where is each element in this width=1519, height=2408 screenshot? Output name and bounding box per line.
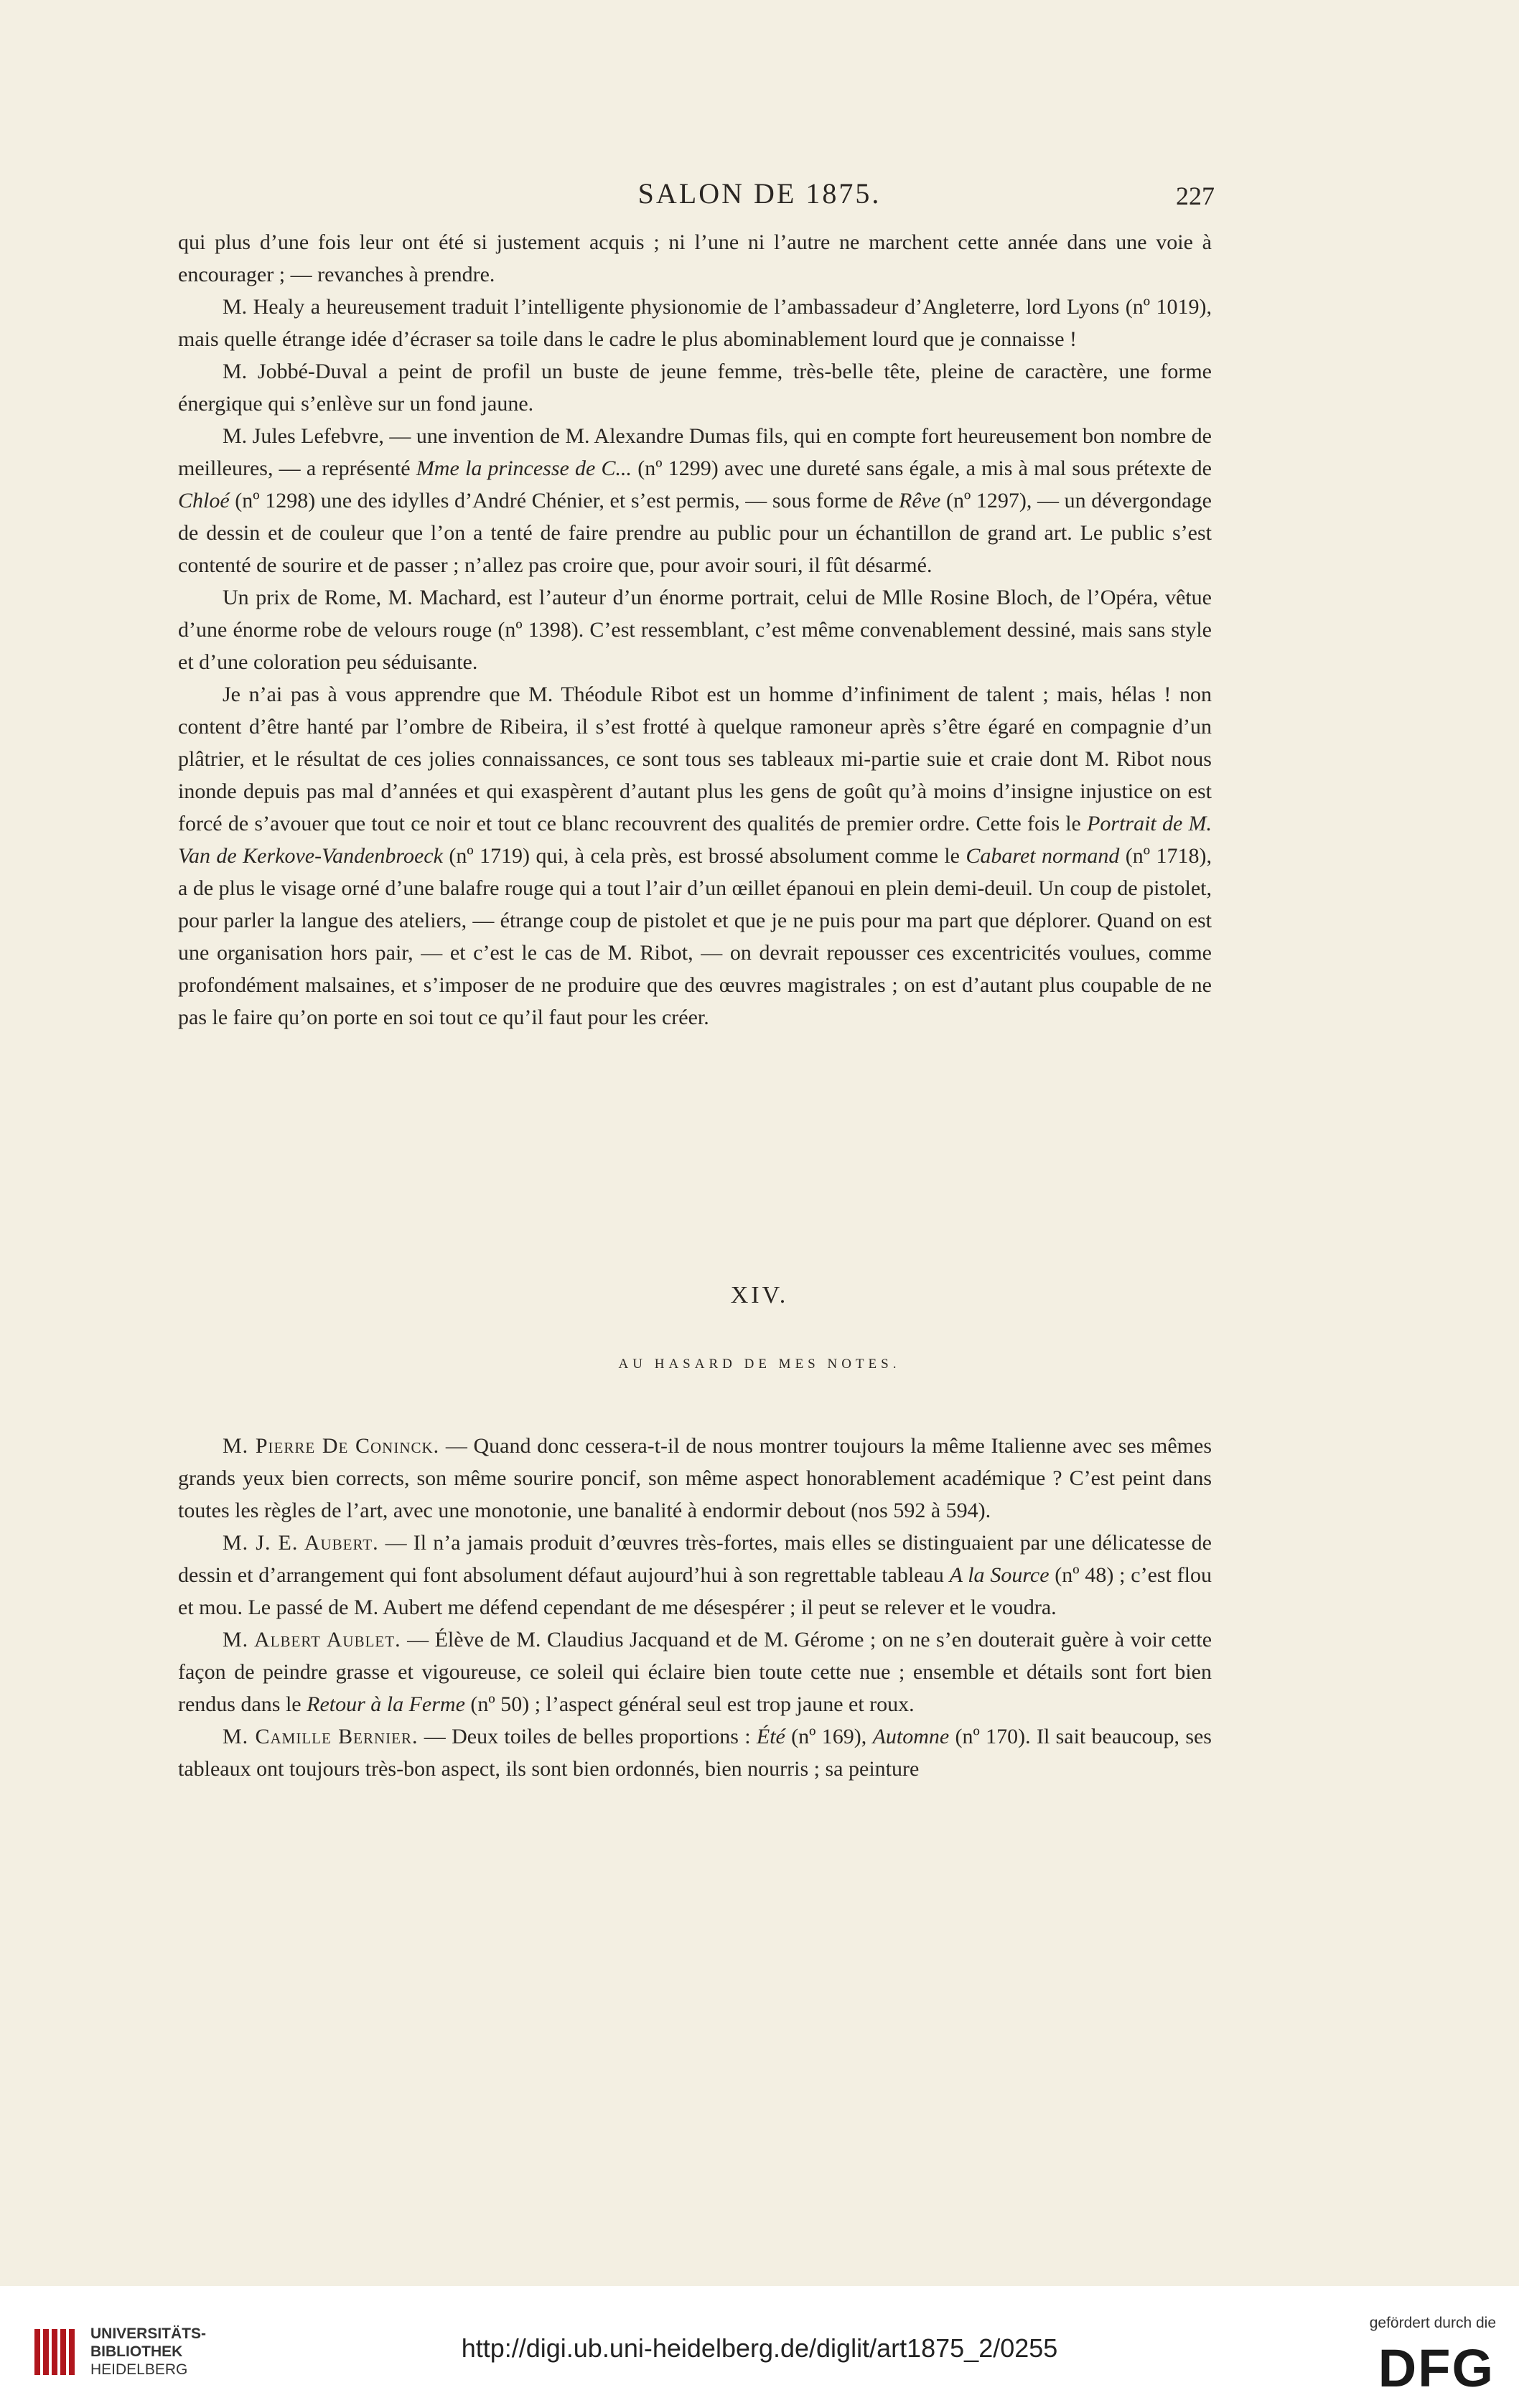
artwork-title: A la Source <box>949 1563 1050 1587</box>
text-run: — Il n’a jamais produit d’œuvres très-fortes, mais elles se distinguaient par une délicatesse de dessin et d’arrangement qui font absolument défaut aujourd’hui à son regrettable tableau <box>178 1531 1212 1587</box>
entry-aubert <box>178 1527 1212 1624</box>
text-run: (nº 1718), a de plus le visage orné d’une balafre rouge qui a tout l’air d’un œillet épanoui en plein demi-deuil. Un coup de pistolet, pour parler la langue des ateliers, — étrange coup de pistolet et que je ne puis pour ma part que déplorer. Quand on est une organisation hors pair, — et c’est le cas de M. Ribot, — on devrait repousser ces excentricités voulues, comme profondément malsaines, et s’imposer de ne produire que des œuvres magistrales ; on est d’autant plus coupable de ne pas le faire qu’on porte en soi tout ce qu’il faut pour les créer. <box>178 844 1212 1029</box>
artwork-title: Cabaret normand <box>966 844 1120 868</box>
artwork-title: Chloé <box>178 489 230 512</box>
text-run: (nº 1299) avec une dureté sans égale, a mis à mal sous prétexte de <box>632 456 1212 480</box>
text-run: (nº 1297), — un dévergondage de dessin et de couleur que l’on a tenté de faire prendre au public pour un échantillon de grand art. Le public s’est contenté de sourire et de passer ; n’allez pas croire que, pour avoir souri, il fût désarmé. <box>178 489 1212 577</box>
text-run: (nº 50) ; l’aspect général seul est trop jaune et roux. <box>464 1692 915 1716</box>
paragraph-healy: M. Healy a heureusement traduit l’intelligente physionomie de l’ambassadeur d’Angleterre, lord Lyons (nº 1019), mais quelle étrange idée d’écraser sa toile dans le cadre le plus abominablement lourd que je connaisse ! <box>178 295 1212 351</box>
text-run: (nº 169), <box>785 1725 873 1748</box>
paragraph-lefebvre <box>178 420 1212 581</box>
text-run: (nº 170). Il sait beaucoup, ses tableaux ont toujours très-bon aspect, ils sont bien ordonnés, bien nourris ; sa peinture <box>178 1725 1212 1781</box>
text-run: — Quand donc cessera-t-il de nous montrer toujours la même Italienne avec ses mêmes grands yeux bien corrects, son même sourire poncif, son même aspect honorablement académique ? C’est peint dans toutes les règles de l’art, avec une monotonie, une banalité à endormir debout (nos 592 à 594). <box>178 1434 1212 1522</box>
body-text-bottom <box>178 1430 1212 1785</box>
text-run: M. Jules Lefebvre, — une invention de M. Alexandre Dumas fils, qui en compte fort heureusement bon nombre de meilleures, — a représenté <box>178 424 1212 480</box>
artwork-title: Rêve <box>899 489 941 512</box>
paragraph-machard: Un prix de Rome, M. Machard, est l’auteur d’un énorme portrait, celui de Mlle Rosine Bloch, de l’Opéra, vêtue d’une énorme robe de velours rouge (nº 1398). C’est ressemblant, c’est même convenablement dessiné, mais sans style et d’une coloration peu séduisante. <box>178 586 1212 674</box>
funding-label: gefördert durch die <box>1369 2315 1496 2331</box>
running-header <box>0 177 1519 220</box>
text-run: (nº 1719) qui, à cela près, est brossé absolument comme le <box>442 844 966 868</box>
artist-name: M. J. E. Aubert. <box>223 1531 379 1555</box>
artist-name: M. Pierre De Coninck. <box>223 1434 440 1458</box>
entry-de-coninck <box>178 1430 1212 1527</box>
artwork-title: Retour à la Ferme <box>307 1692 465 1716</box>
library-name-line: UNIVERSITÄTS- <box>90 2325 207 2342</box>
text-run: (nº 1298) une des idylles d’André Chénier, et s’est permis, — sous forme de <box>229 489 899 512</box>
library-name-line: BIBLIOTHEK <box>90 2343 183 2360</box>
viewer-footer <box>0 2286 1519 2408</box>
artwork-title: Automne <box>872 1725 950 1748</box>
text-run: — Élève de M. Claudius Jacquand et de M. Gérome ; on ne s’en douterait guère à voir cette façon de peindre grasse et vigoureuse, ce soleil qui éclaire bien toute cette nue ; ensemble et détails sont fort bien rendus dans le <box>178 1628 1212 1716</box>
text-run: (nº 48) ; c’est flou et mou. Le passé de M. Aubert me défend cependant de me désespérer ; il peut se relever et le voudra. <box>178 1563 1212 1619</box>
text-run: Je n’ai pas à vous apprendre que M. Théodule Ribot est un homme d’infiniment de talent ; mais, hélas ! non content d’être hanté par l’ombre de Ribeira, il s’est frotté à quelque ramoneur après s’être égaré en compagnie d’un plâtrier, et le résultat de ces jolies connaissances, ce sont tous ses tableaux mi-partie suie et craie dont M. Ribot nous inonde depuis pas mal d’années et qui exaspèrent d’autant plus les gens de goût qu’à moins d’insigne injustice on est forcé de s’avouer que tout ce noir et tout ce blanc recouvrent des qualités de premier ordre. Cette fois le <box>178 683 1212 835</box>
section-number: XIV. <box>730 1282 789 1308</box>
paragraph-continuation: qui plus d’une fois leur ont été si justement acquis ; ni l’une ni l’autre ne marchent cette année dans une voie à encourager ; — revanches à prendre. <box>178 230 1212 286</box>
entry-bernier <box>178 1720 1212 1785</box>
paragraph-jobbe-duval: M. Jobbé-Duval a peint de profil un buste de jeune femme, très-belle tête, pleine de caractère, une forme énergique qui s’enlève sur un fond jaune. <box>178 360 1212 416</box>
artist-name: M. Albert Aublet. <box>223 1628 401 1652</box>
artwork-title: Été <box>756 1725 785 1748</box>
artwork-title: Portrait de M. Van de Kerkove-Vandenbroeck <box>178 812 1212 868</box>
entry-aublet <box>178 1624 1212 1720</box>
running-title: SALON DE 1875. <box>637 177 882 210</box>
section-title: AU HASARD DE MES NOTES. <box>618 1357 901 1372</box>
artist-name: M. Camille Bernier. <box>223 1725 419 1748</box>
permalink-url[interactable]: http://digi.ub.uni-heidelberg.de/diglit/art1875_2/0255 <box>461 2333 1058 2363</box>
dfg-logo: DFG <box>1378 2338 1495 2398</box>
artwork-title: Mme la princesse de C... <box>416 456 632 480</box>
library-name-line: HEIDELBERG <box>90 2361 188 2378</box>
paragraph-ribot <box>178 678 1212 1034</box>
text-run: — Deux toiles de belles proportions : <box>418 1725 757 1748</box>
body-text-top <box>178 226 1212 1034</box>
page-number: 227 <box>1176 182 1215 210</box>
